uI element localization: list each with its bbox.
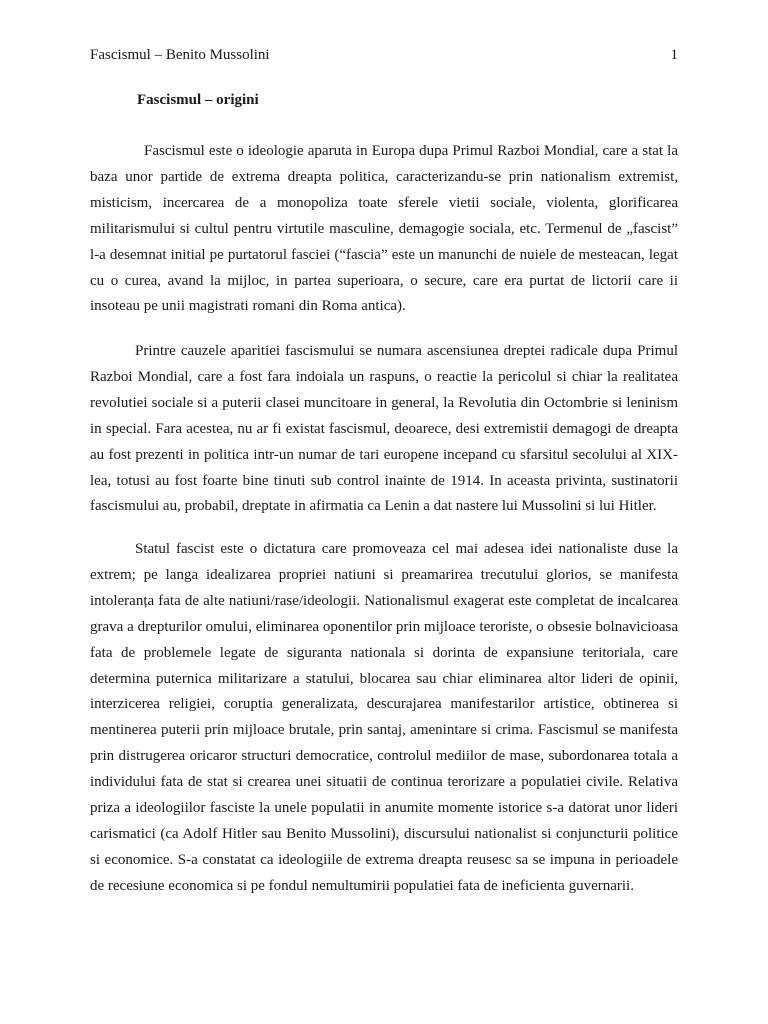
running-header (90, 44, 678, 66)
header-title: Fascismul – Benito Mussolini (90, 47, 270, 63)
section-heading: Fascismul – origini (137, 92, 259, 108)
paragraph-1: Fascismul este o ideologie aparuta in Europa dupa Primul Razboi Mondial, care a stat la baza unor partide de extrema dreapta politica, caracterizandu-se prin nationalism extremist, misticism, incercarea de a monopoliza toate sferele vietii sociale, violenta, glorificarea militarismului si cultul pentru virtutile masculine, demagogie sociala, etc. Termenul de „fascist” l-a desemnat initial pe purtatorul fasciei (“fascia” este un manunchi de nuiele de mesteacan, legat cu o curea, avand la mijloc, in partea superioara, o secure, care era purtat de lictorii care ii insoteau pe unii magistrati romani din Roma antica). (90, 143, 678, 315)
page-number: 1 (670, 47, 678, 63)
paragraph-3: Statul fascist este o dictatura care promoveaza cel mai adesea idei nationaliste duse la extrem; pe langa idealizarea propriei natiuni si preamarirea trecutului glorios, se manifesta intoleranța fata de alte natiuni/rase/ideologii. Nationalismul exagerat este completat de incalcarea grava a drepturilor omului, eliminarea oponentilor prin mijloace teroriste, o obsesie bolnavicioasa fata de problemele legate de siguranta nationala si dorinta de expansiune teritoriala, care determina puternica militarizare a statului, blocarea sau chiar eliminarea altor lideri de opinii, interzicerea religiei, coruptia generalizata, descurajarea manifestarilor artistice, obtinerea si mentinerea puterii prin mijloace brutale, prin santaj, amenintare si crima. Fascismul se manifesta prin distrugerea oricaror structuri democratice, controlul mediilor de mase, subordonarea totala a individului fata de stat si crearea unei situatii de continua terorizare a populatiei civile. Relativa priza a ideologiilor fasciste la unele populatii in anumite momente istorice s-a datorat unor lideri carismatici (ca Adolf Hitler sau Benito Mussolini), discursului nationalist si conjuncturii politice si economice. S-a constatat ca ideologiile de extrema dreapta reusesc sa se impuna in perioadele de recesiune economica si pe fondul nemultumirii populatiei fata de ineficienta guvernarii. (90, 541, 678, 894)
paragraph-2: Printre cauzele aparitiei fascismului se numara ascensiunea dreptei radicale dupa Primul Razboi Mondial, care a fost fara indoiala un raspuns, o reactie la pericolul si chiar la realitatea revolutiei sociale si a puterii clasei muncitoare in general, la Revolutia din Octombrie si leninism in special. Fara acestea, nu ar fi existat fascismul, deoarece, desi extremistii demagogi de dreapta au fost prezenti in politica intr-un numar de tari europene incepand cu sfarsitul secolului al XIX-lea, totusi au fost foarte bine tinuti sub control inainte de 1914. In aceasta privinta, sustinatorii fascismului au, probabil, dreptate in afirmatia ca Lenin a dat nastere lui Mussolini si lui Hitler. (90, 343, 678, 515)
